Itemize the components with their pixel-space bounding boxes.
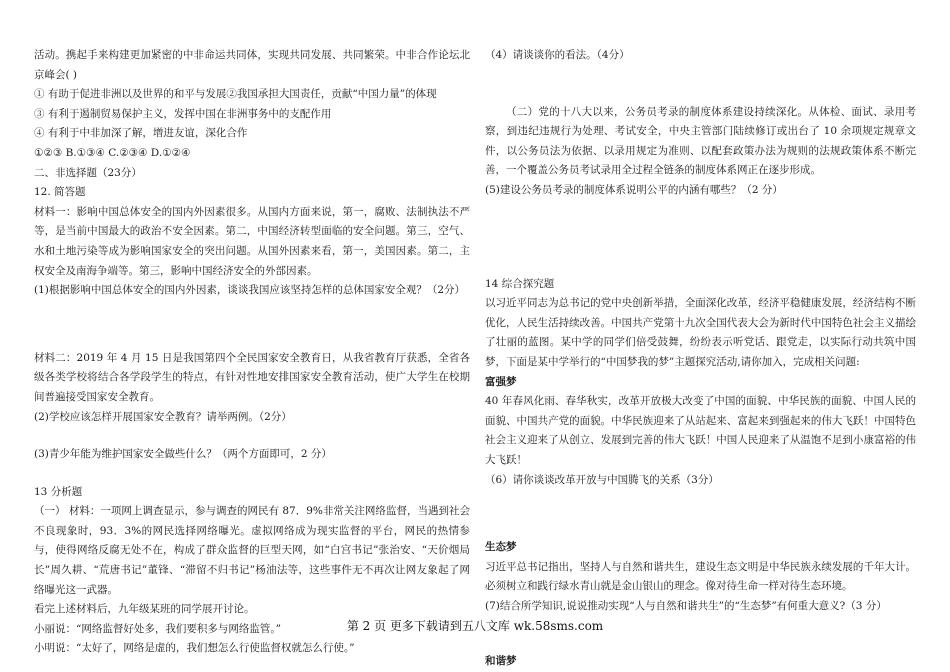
option-1-2: ① 有助于促进非洲以及世界的和平与发展②我国承担大国责任，贡献“中国力量”的体现 [34,88,437,101]
page-footer: 第 2 页 更多下载请到五八文库 wk.58sms.com [346,619,604,633]
question-13-title: 13 分析题 [34,485,83,498]
option-3: ③ 有利于遏制贸易保护主义，发挥中国在非洲事务中的支配作用 [34,107,332,120]
left-column [34,0,470,659]
question-14-7: (7)结合所学知识,说说推动实现“人与自然和谐共生”的“生态梦”有何重大意义?（3 分） [485,599,887,612]
question-12-3: (3)青少年能为维护国家安全做些什么？（两个方面即可，2 分） [34,448,332,461]
question-12-1: (1)根据影响中国总体安全的国内外因素，谈谈我国应该坚持怎样的总体国家安全观？（2分） [34,284,466,297]
material-two: 材料二：2019 年 4 月 15 日是我国第四个全民国家安全教育日，从我省教育厅获悉，全省各级各类学校将结合各学段学生的特点，有针对性地安排国家安全教育活动，使广大学生在校期间普遍接受国家安全教育。 [34,351,470,403]
hexie-heading: 和谐梦 [485,655,517,668]
question-13-material: （一） 材料：一项网上调查显示，参与调查的网民有 87．9%非常关注网络监督，当遇到社会不良现象时，93．3%的网民选择网络曝光。虚拟网络成为现实监督的平台，网民的热情参与，使得网络反腐无处不在，构成了群众监督的巨型天网，如“白宫书记”张治安、“天价烟局长”周久耕、“荒唐书记”董锋、“滞留不归书记”杨油法等，这些事件无不再次让网友象起了网络曝光这一武器。 [34,505,470,596]
xiaoli-statement: 小丽说：“网络监督好处多，我们要积多与网络监管。” [34,622,281,635]
question-12-title: 12. 简答题 [34,186,86,199]
option-4: ④ 有利于中非加深了解，增进友谊，深化合作 [34,127,248,140]
material-one: 材料一：影响中国总体安全的国内外因素很多。从国内方面来说，第一，腐败、法制执法不严等，是当前中国最大的政治不安全因素。第二，中国经济转型面临的安全问题。第三，空气、水和土地污染等成为影响国家安全的突出问题。从国外因素来看，第一，美国因素。第二，主权安全及南海争端等。第三，影响中国经济安全的外部因素。 [34,205,470,277]
question-13-4: （4）请谈谈你的看法。（4分） [485,49,630,61]
question-11-stem: 活动。携起手来构建更加紧密的中非命运共同体，实现共同发展、共同繁荣。中非合作论坛北京峰会( ) [34,49,470,81]
fuqiang-heading: 富强梦 [485,375,517,388]
question-12-2: (2)学校应该怎样开展国家安全教育？请举两例。（2分） [34,410,292,423]
shengtai-heading: 生态梦 [485,541,517,554]
question-14-intro: 以习近平同志为总书记的党中央创新举措，全面深化改革，经济平稳健康发展，经济结构不断优化，人民生活持续改善。中国共产党第十九次全国代表大会为新时代中国特色社会主义描绘了壮丽的蓝图。某中学的同学们倍受鼓舞，纷纷表示听党话、跟党走，以实际行动共筑中国梦，下面是某中学举行的“中国梦我的梦”主题探究活动,请你加入，完成相关问题: [485,297,916,368]
answer-choices: ①②③ B.①③④ C.②③④ D.①②④ [34,146,191,159]
question-14-title: 14 综合探究题 [485,277,555,290]
discussion-intro: 看完上述材料后，九年级某班的同学展开讨论。 [34,603,255,616]
fuqiang-text: 40 年春风化雨、春华秋实，改革开放极大改变了中国的面貌、中华民族的面貌、中国人民的面貌、中国共产党的面貌。中华民族迎来了从站起来、富起来到强起来的伟大飞跃！中国特色社会主义迎来了从创立、发展到完善的伟大飞跃！中国人民迎来了从温饱不足到小康富裕的伟大飞跃！ [485,395,916,466]
part-two-material: （二）党的十八大以来，公务员考录的制度体系建设持续深化。从体检、面试、录用考察，到违纪违规行为处理、考试安全，中央主管部门陆续修订或出台了 10 余项规定规章文件，以公务员法为依据、以录用规定为准则、以配套政策办法为规则的法规政策体系不断完善，一个覆盖公务员考试录用全过程全链条的制度体系网正在逐步形成。 [485,105,916,177]
question-14-6: （6）请你谈谈改革开放与中国腾飞的关系（3分） [485,473,719,486]
question-13-5: (5)建设公务员考录的制度体系说明公平的内涵有哪些？（2 分） [485,183,783,196]
right-column [485,0,916,672]
section-heading: 二、非选择题（23分） [34,166,142,179]
shengtai-text: 习近平总书记指出，坚持人与自然和谐共生，建设生态文明是中华民族永续发展的千年大计。必须树立和践行绿水青山就是金山银山的理念。像对待生命一样对待生态环境。 [485,560,916,593]
xiaoming-statement: 小明说：“太好了，网络是虚的，我们想怎么行使监督权就怎么行使。” [34,642,355,655]
